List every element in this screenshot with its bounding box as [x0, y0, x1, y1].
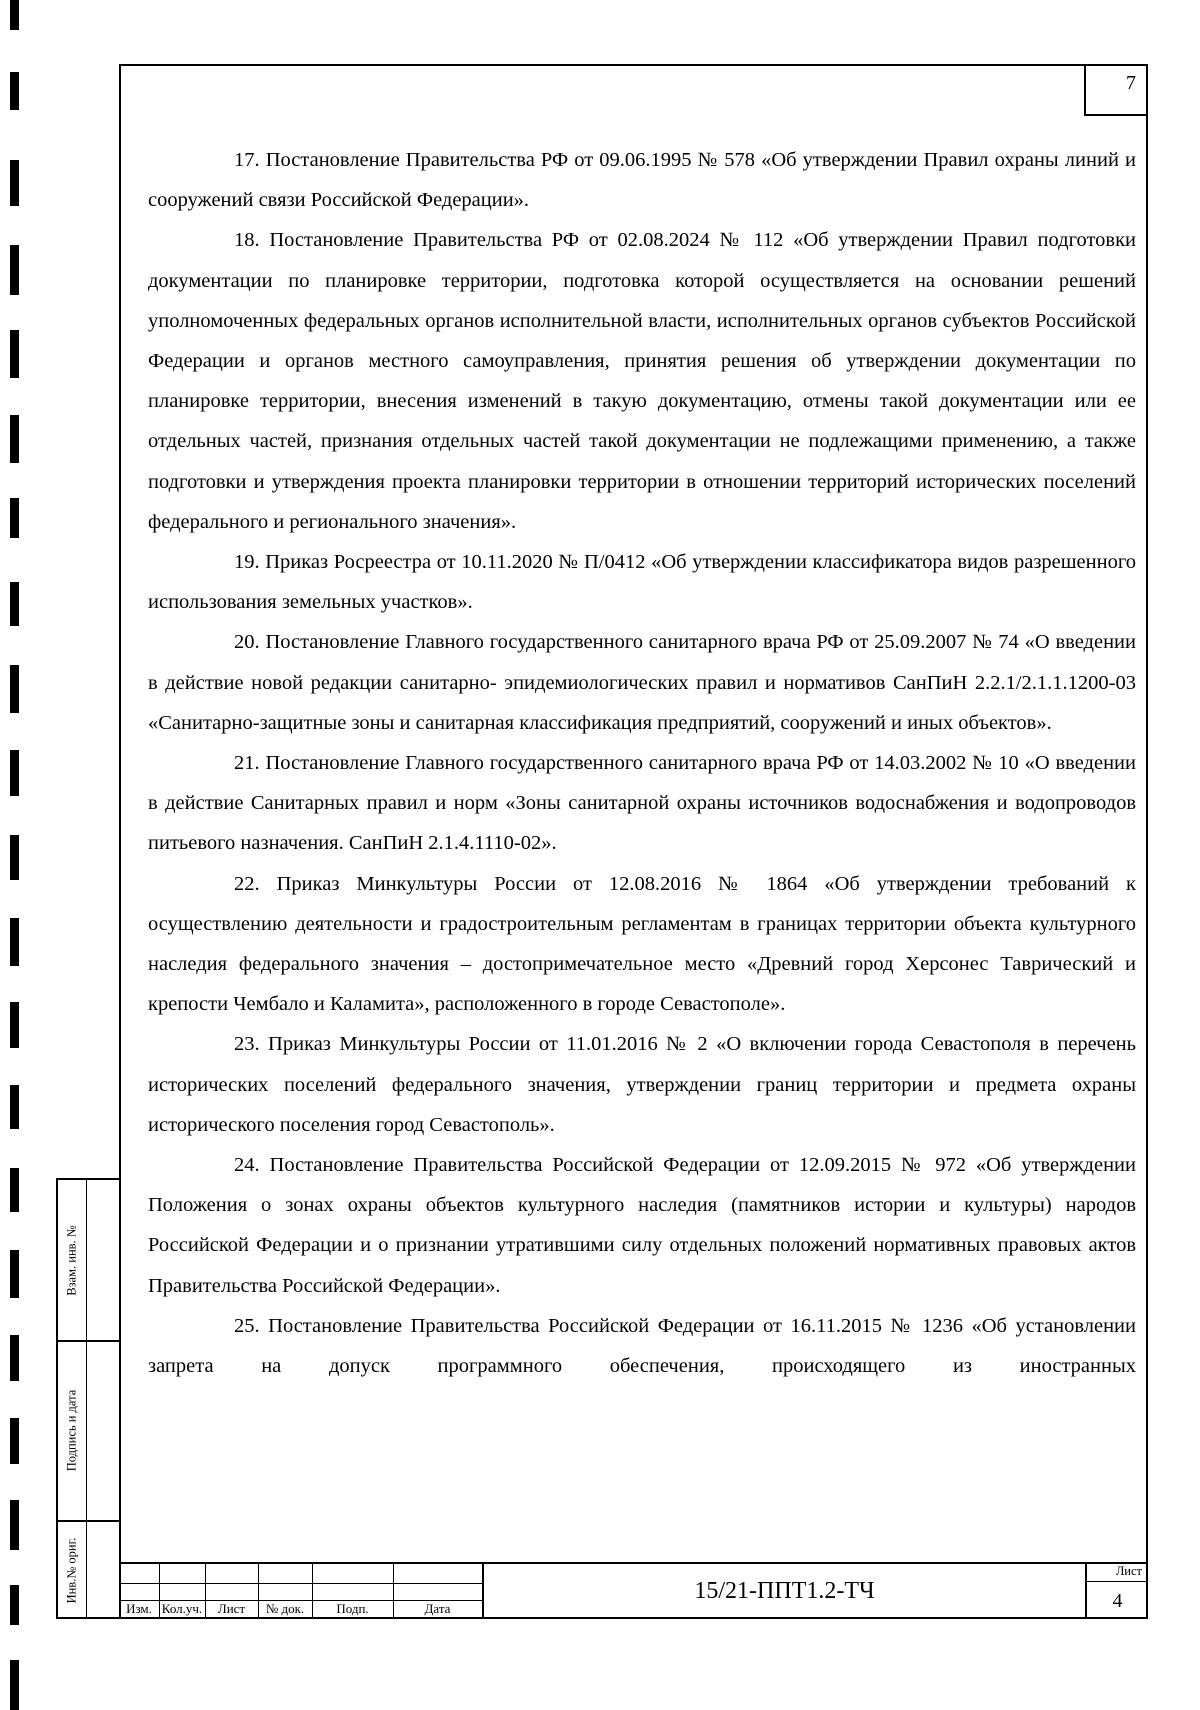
scan-edge-mark [10, 1500, 19, 1550]
document-body [148, 140, 1136, 1386]
grid-line [119, 1583, 482, 1584]
scan-edge-mark [10, 835, 19, 880]
document-code: 15/21-ППТ1.2-ТЧ [482, 1564, 1087, 1619]
scan-edge-mark [10, 918, 19, 966]
scan-edge-mark [10, 1085, 19, 1129]
paragraph: 21. Постановление Главного государственного санитарного врача РФ от 14.03.2002 № 10 «О введении в действие Санитарных правил и норм «Зоны санитарной охраны источников водоснабжения и водопроводов питьевого назначения. СанПиН 2.1.4.1110-02». [148, 752, 1136, 855]
scan-edge-mark [10, 582, 19, 626]
scan-edge-mark [10, 1168, 19, 1212]
scan-edge-mark [10, 1002, 19, 1048]
scan-edge-mark [10, 72, 19, 110]
title-block-column-nom-dok: № док. [265, 1601, 305, 1616]
scan-edge-mark [10, 498, 19, 538]
title-block-column-data: Дата [424, 1601, 451, 1616]
paragraph: 23. Приказ Минкультуры России от 11.01.2016 № 2 «О включении города Севастополя в перечень исторических поселений федерального значения, утверждении границ территории и предмета охраны исторического поселения город Севастополь». [148, 1033, 1136, 1136]
paragraph: 17. Постановление Правительства РФ от 09.06.1995 № 578 «Об утверждении Правил охраны линий и сооружений связи Российской Федерации». [148, 149, 1136, 212]
scan-edge-mark [10, 1250, 19, 1298]
paragraph: 20. Постановление Главного государственного санитарного врача РФ от 25.09.2007 № 74 «О введении в действие новой редакции санитарно- эпидемиологических правил и нормативов СанПиН 2.2.1/2.1.1.1200-03 «Санитарно-защитные зоны и санитарная классификация предприятий, сооружений и иных объектов». [148, 631, 1136, 734]
title-block-column-izm: Изм. [126, 1601, 152, 1616]
scan-edge-mark [10, 1418, 19, 1464]
side-stamp-vzam-inv-text: Взам. инв. № [64, 1224, 79, 1296]
paragraph: 25. Постановление Правительства Российской Федерации от 16.11.2015 № 1236 «Об установлении запрета на допуск программного обеспечения, происходящего из иностранных [148, 1314, 1136, 1378]
title-block-column-list: Лист [217, 1601, 246, 1616]
sheet-number: 4 [1112, 1590, 1123, 1612]
title-block-grid [119, 1564, 482, 1619]
side-stamp-podpis-data-text: Подпись и дата [64, 1389, 79, 1471]
scan-edge-mark [10, 245, 19, 295]
side-stamp-inv-orig [58, 1520, 86, 1620]
paragraph: 22. Приказ Минкультуры России от 12.08.2016 № 1864 «Об утверждении требований к осуществлению деятельности и градостроительным регламентам в границах территории объекта культурного наследия федерального значения – достопримечательное место «Древний город Херсонес Таврический и крепости Чембало и Каламита», расположенного в городе Севастополе». [148, 872, 1136, 1016]
title-block-column-kol-uch: Кол.уч. [161, 1601, 203, 1616]
paragraph: 24. Постановление Правительства Российской Федерации от 12.09.2015 № 972 «Об утверждении Положения о зонах охраны объектов культурного наследия (памятников истории и культуры) народов Российской Федерации и о признании утратившими силу отдельных положений нормативных правовых актов Правительства Российской Федерации». [148, 1154, 1136, 1297]
side-stamp-podpis-data [58, 1340, 86, 1520]
page-number: 7 [1084, 66, 1146, 116]
scan-edge-mark [10, 1335, 19, 1381]
scan-edge-mark [10, 665, 19, 713]
scan-edge-mark [10, 750, 19, 796]
side-stamp-inv-orig-text: Инв.№ ориг. [64, 1537, 79, 1603]
side-stamp [56, 1178, 119, 1619]
scan-edge-mark [10, 1660, 19, 1710]
title-block [119, 1562, 1148, 1619]
scan-edge-mark [10, 1585, 19, 1625]
paragraph: 18. Постановление Правительства РФ от 02.08.2024 № 112 «Об утверждении Правил подготовки документации по планировке территории, подготовка которой осуществляется на основании решений уполномоченных федеральных органов исполнительной власти, исполнительных органов субъектов Российской Федерации и органов местного самоуправления, принятия решения об утверждении документации по планировке территории, внесения изменений в такую документацию, отмены такой документации или ее отдельных частей, признания отдельных частей такой документации не подлежащими применению, а также подготовки и утверждения проекта планировки территории в отношении территорий исторических поселений федерального и регионального значения». [148, 229, 1136, 533]
title-block-column-podp: Подп. [336, 1601, 369, 1616]
sheet-label: Лист [1087, 1564, 1148, 1582]
paragraph: 19. Приказ Росреестра от 10.11.2020 № П/0412 «Об утверждении классификатора видов разрешенного использования земельных участков». [148, 551, 1136, 614]
scan-edge-mark [10, 415, 19, 463]
scan-edge-mark [10, 330, 19, 378]
side-stamp-vzam-inv [58, 1180, 86, 1340]
scan-edge-mark [10, 160, 19, 206]
scan-edge-mark [10, 0, 19, 30]
